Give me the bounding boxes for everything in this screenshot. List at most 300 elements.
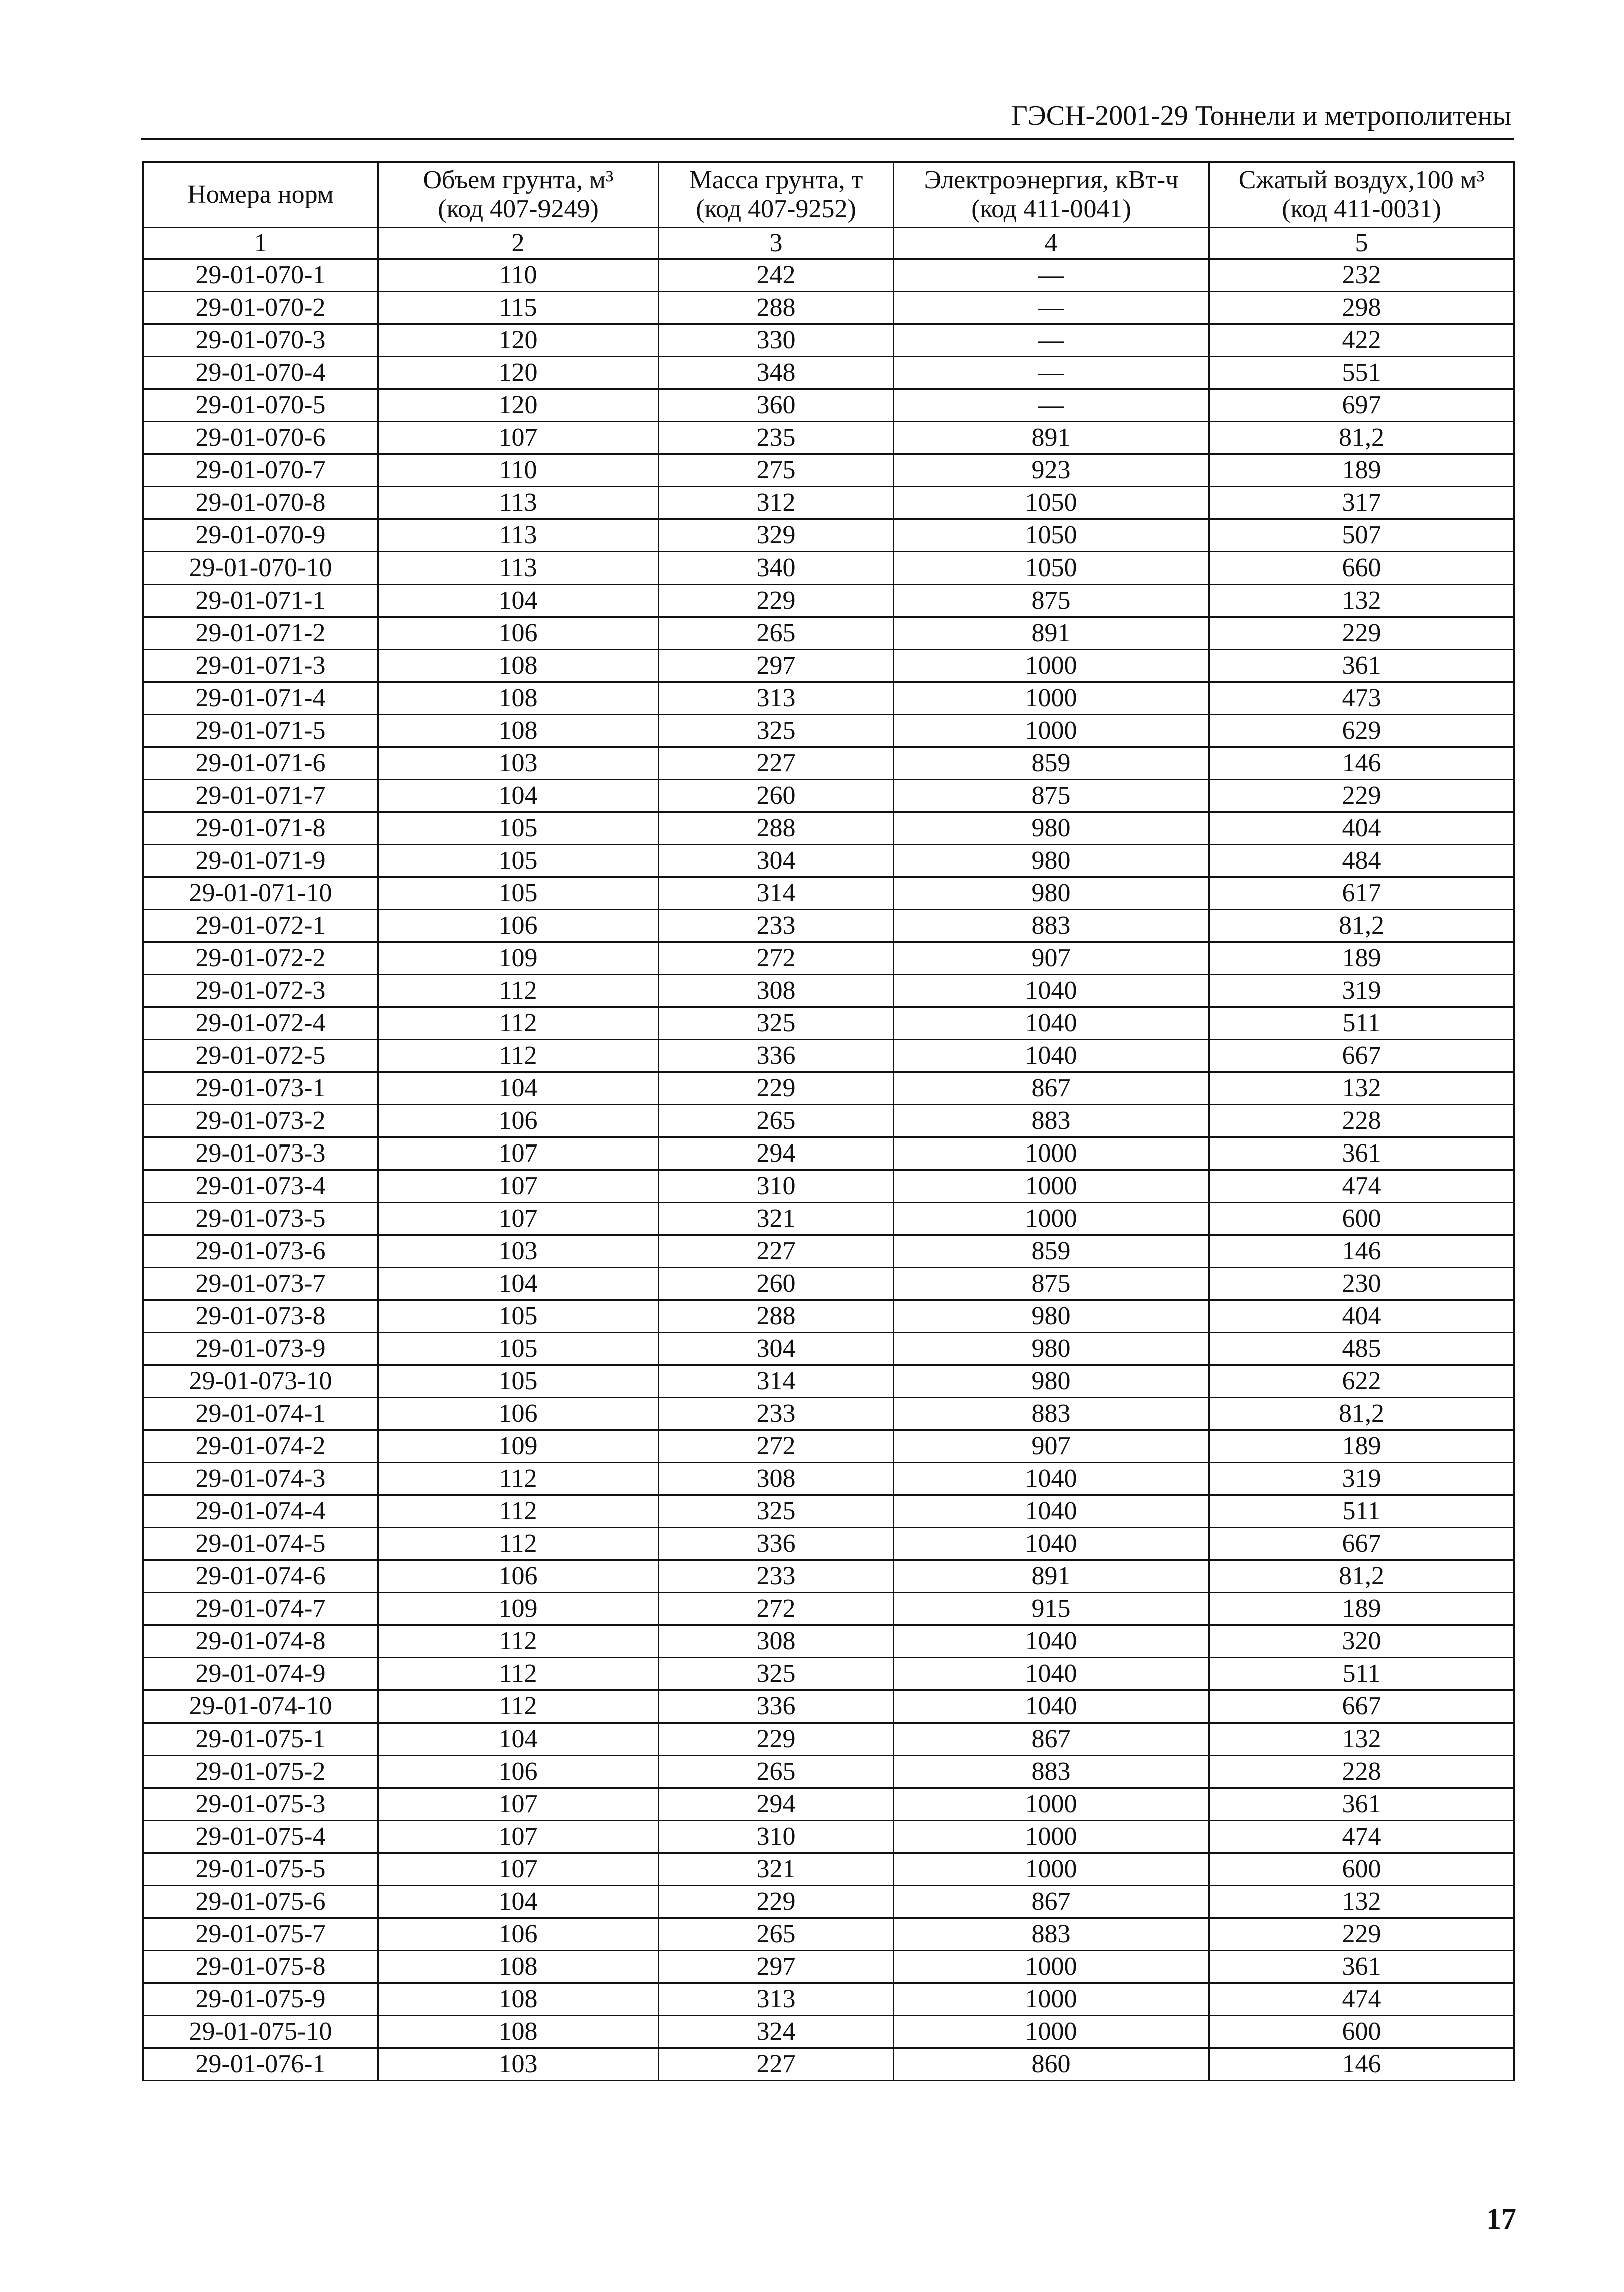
norm-number-cell: 29-01-074-7 — [143, 1593, 378, 1625]
soil-mass-cell: 233 — [659, 1398, 894, 1430]
table-row — [143, 1821, 1514, 1853]
compressed-air-cell: 146 — [1209, 1235, 1514, 1268]
electricity-cell: 859 — [894, 1235, 1209, 1268]
soil-mass-cell: 314 — [659, 877, 894, 910]
compressed-air-cell: 511 — [1209, 1495, 1514, 1528]
soil-volume-cell: 113 — [378, 552, 659, 585]
compressed-air-cell: 404 — [1209, 812, 1514, 845]
soil-volume-cell: 106 — [378, 617, 659, 650]
soil-mass-cell: 340 — [659, 552, 894, 585]
soil-volume-cell: 108 — [378, 1951, 659, 1983]
electricity-cell: 891 — [894, 1560, 1209, 1593]
soil-volume-cell: 106 — [378, 1918, 659, 1951]
column-number: 3 — [659, 228, 894, 259]
soil-mass-cell: 229 — [659, 1886, 894, 1918]
table-row — [143, 1430, 1514, 1463]
soil-volume-cell: 110 — [378, 259, 659, 292]
electricity-cell: 867 — [894, 1723, 1209, 1756]
soil-volume-cell: 109 — [378, 1430, 659, 1463]
soil-mass-cell: 310 — [659, 1170, 894, 1203]
norm-number-cell: 29-01-071-6 — [143, 747, 378, 780]
compressed-air-cell: 132 — [1209, 1072, 1514, 1105]
soil-mass-cell: 312 — [659, 487, 894, 519]
norm-number-cell: 29-01-071-7 — [143, 780, 378, 812]
electricity-cell: 1000 — [894, 1203, 1209, 1235]
soil-volume-cell: 107 — [378, 1137, 659, 1170]
compressed-air-cell: 404 — [1209, 1300, 1514, 1333]
table-row — [143, 1495, 1514, 1528]
soil-volume-cell: 120 — [378, 324, 659, 357]
soil-volume-cell: 107 — [378, 1170, 659, 1203]
table-row — [143, 519, 1514, 552]
soil-mass-cell: 275 — [659, 454, 894, 487]
soil-volume-cell: 112 — [378, 1463, 659, 1495]
soil-mass-cell: 272 — [659, 942, 894, 975]
soil-volume-cell: 112 — [378, 1007, 659, 1040]
soil-mass-cell: 233 — [659, 910, 894, 942]
soil-volume-cell: 107 — [378, 422, 659, 454]
table-row — [143, 389, 1514, 422]
table-row — [143, 747, 1514, 780]
table-row — [143, 1072, 1514, 1105]
compressed-air-cell: 132 — [1209, 585, 1514, 617]
compressed-air-cell: 361 — [1209, 1951, 1514, 1983]
table-row — [143, 975, 1514, 1007]
norm-number-cell: 29-01-075-9 — [143, 1983, 378, 2016]
compressed-air-cell: 600 — [1209, 1853, 1514, 1886]
table-row — [143, 487, 1514, 519]
soil-volume-cell: 112 — [378, 1040, 659, 1072]
soil-volume-cell: 103 — [378, 1235, 659, 1268]
soil-volume-cell: 108 — [378, 715, 659, 747]
electricity-cell: 883 — [894, 1918, 1209, 1951]
soil-mass-cell: 272 — [659, 1593, 894, 1625]
soil-volume-cell: 107 — [378, 1203, 659, 1235]
soil-volume-cell: 104 — [378, 1723, 659, 1756]
compressed-air-cell: 320 — [1209, 1625, 1514, 1658]
soil-mass-cell: 265 — [659, 1756, 894, 1788]
compressed-air-cell: 473 — [1209, 682, 1514, 715]
compressed-air-cell: 81,2 — [1209, 1560, 1514, 1593]
soil-mass-cell: 233 — [659, 1560, 894, 1593]
norm-number-cell: 29-01-073-1 — [143, 1072, 378, 1105]
compressed-air-cell: 629 — [1209, 715, 1514, 747]
soil-volume-cell: 112 — [378, 1495, 659, 1528]
electricity-cell: 1040 — [894, 1463, 1209, 1495]
soil-mass-cell: 325 — [659, 715, 894, 747]
soil-volume-cell: 108 — [378, 1983, 659, 2016]
table-row — [143, 877, 1514, 910]
soil-volume-cell: 105 — [378, 1365, 659, 1398]
compressed-air-cell: 511 — [1209, 1007, 1514, 1040]
table-row — [143, 1463, 1514, 1495]
norm-number-cell: 29-01-070-10 — [143, 552, 378, 585]
norm-number-cell: 29-01-070-6 — [143, 422, 378, 454]
electricity-cell: 980 — [894, 877, 1209, 910]
compressed-air-cell: 230 — [1209, 1268, 1514, 1300]
soil-volume-cell: 104 — [378, 1072, 659, 1105]
compressed-air-cell: 667 — [1209, 1040, 1514, 1072]
soil-mass-cell: 313 — [659, 1983, 894, 2016]
norm-number-cell: 29-01-074-4 — [143, 1495, 378, 1528]
table-row — [143, 1235, 1514, 1268]
norm-number-cell: 29-01-073-10 — [143, 1365, 378, 1398]
soil-mass-cell: 260 — [659, 1268, 894, 1300]
norm-number-cell: 29-01-075-2 — [143, 1756, 378, 1788]
soil-mass-cell: 336 — [659, 1528, 894, 1560]
electricity-cell: 1000 — [894, 1821, 1209, 1853]
norm-number-cell: 29-01-071-1 — [143, 585, 378, 617]
norm-number-cell: 29-01-073-9 — [143, 1333, 378, 1365]
table-row — [143, 1690, 1514, 1723]
soil-mass-cell: 297 — [659, 1951, 894, 1983]
norm-number-cell: 29-01-071-3 — [143, 650, 378, 682]
soil-mass-cell: 288 — [659, 292, 894, 324]
table-row — [143, 357, 1514, 389]
electricity-cell: 1040 — [894, 1528, 1209, 1560]
electricity-cell: 1050 — [894, 487, 1209, 519]
compressed-air-cell: 660 — [1209, 552, 1514, 585]
norm-number-cell: 29-01-073-8 — [143, 1300, 378, 1333]
electricity-cell: 980 — [894, 812, 1209, 845]
norm-number-cell: 29-01-075-10 — [143, 2016, 378, 2048]
table-row — [143, 1658, 1514, 1690]
running-header: ГЭСН-2001-29 Тоннели и метрополитены — [1011, 100, 1511, 131]
norm-number-cell: 29-01-071-9 — [143, 845, 378, 877]
table-row — [143, 552, 1514, 585]
soil-mass-cell: 227 — [659, 2048, 894, 2081]
soil-mass-cell: 304 — [659, 845, 894, 877]
table-row — [143, 585, 1514, 617]
soil-volume-cell: 120 — [378, 389, 659, 422]
compressed-air-cell: 132 — [1209, 1886, 1514, 1918]
soil-mass-cell: 324 — [659, 2016, 894, 2048]
compressed-air-cell: 361 — [1209, 650, 1514, 682]
norm-number-cell: 29-01-072-4 — [143, 1007, 378, 1040]
soil-mass-cell: 242 — [659, 259, 894, 292]
electricity-cell: 1000 — [894, 1951, 1209, 1983]
soil-volume-cell: 109 — [378, 942, 659, 975]
soil-mass-cell: 227 — [659, 747, 894, 780]
soil-volume-cell: 112 — [378, 1690, 659, 1723]
compressed-air-cell: 361 — [1209, 1137, 1514, 1170]
soil-mass-cell: 308 — [659, 975, 894, 1007]
electricity-cell: 883 — [894, 1105, 1209, 1137]
compressed-air-cell: 229 — [1209, 617, 1514, 650]
column-header-compressed-air: Сжатый воздух,100 м³ (код 411-0031) — [1209, 162, 1514, 228]
table-row — [143, 1788, 1514, 1821]
soil-volume-cell: 106 — [378, 1398, 659, 1430]
electricity-cell: 859 — [894, 747, 1209, 780]
electricity-cell: — — [894, 292, 1209, 324]
soil-volume-cell: 108 — [378, 682, 659, 715]
table-row — [143, 650, 1514, 682]
page-number: 17 — [1486, 2202, 1516, 2235]
soil-volume-cell: 104 — [378, 780, 659, 812]
soil-mass-cell: 360 — [659, 389, 894, 422]
compressed-air-cell: 319 — [1209, 1463, 1514, 1495]
norm-number-cell: 29-01-071-5 — [143, 715, 378, 747]
soil-mass-cell: 330 — [659, 324, 894, 357]
norm-number-cell: 29-01-071-4 — [143, 682, 378, 715]
soil-mass-cell: 321 — [659, 1203, 894, 1235]
compressed-air-cell: 232 — [1209, 259, 1514, 292]
norm-number-cell: 29-01-071-2 — [143, 617, 378, 650]
electricity-cell: 1000 — [894, 1853, 1209, 1886]
table-row — [143, 1625, 1514, 1658]
header-divider — [141, 138, 1514, 140]
soil-volume-cell: 107 — [378, 1853, 659, 1886]
soil-volume-cell: 105 — [378, 1300, 659, 1333]
table-row — [143, 1951, 1514, 1983]
table-header-row — [143, 162, 1514, 228]
norm-number-cell: 29-01-072-5 — [143, 1040, 378, 1072]
compressed-air-cell: 474 — [1209, 1821, 1514, 1853]
table-row — [143, 1105, 1514, 1137]
electricity-cell: 915 — [894, 1593, 1209, 1625]
electricity-cell: 1000 — [894, 1788, 1209, 1821]
norm-number-cell: 29-01-074-3 — [143, 1463, 378, 1495]
column-number: 4 — [894, 228, 1209, 259]
norm-number-cell: 29-01-074-5 — [143, 1528, 378, 1560]
soil-volume-cell: 113 — [378, 519, 659, 552]
norm-number-cell: 29-01-075-3 — [143, 1788, 378, 1821]
column-number: 5 — [1209, 228, 1514, 259]
column-number: 1 — [143, 228, 378, 259]
electricity-cell: 867 — [894, 1886, 1209, 1918]
table-row — [143, 1918, 1514, 1951]
electricity-cell: — — [894, 357, 1209, 389]
norm-number-cell: 29-01-074-2 — [143, 1430, 378, 1463]
compressed-air-cell: 132 — [1209, 1723, 1514, 1756]
soil-volume-cell: 106 — [378, 910, 659, 942]
soil-volume-cell: 104 — [378, 1268, 659, 1300]
soil-volume-cell: 105 — [378, 877, 659, 910]
compressed-air-cell: 317 — [1209, 487, 1514, 519]
norm-number-cell: 29-01-073-7 — [143, 1268, 378, 1300]
soil-mass-cell: 310 — [659, 1821, 894, 1853]
column-header-electricity: Электроэнергия, кВт-ч (код 411-0041) — [894, 162, 1209, 228]
norm-number-cell: 29-01-073-4 — [143, 1170, 378, 1203]
electricity-cell: 1050 — [894, 519, 1209, 552]
compressed-air-cell: 189 — [1209, 454, 1514, 487]
compressed-air-cell: 617 — [1209, 877, 1514, 910]
compressed-air-cell: 474 — [1209, 1983, 1514, 2016]
soil-volume-cell: 105 — [378, 1333, 659, 1365]
compressed-air-cell: 229 — [1209, 1918, 1514, 1951]
table-row — [143, 942, 1514, 975]
soil-volume-cell: 115 — [378, 292, 659, 324]
table-row — [143, 454, 1514, 487]
soil-mass-cell: 321 — [659, 1853, 894, 1886]
electricity-cell: 980 — [894, 1365, 1209, 1398]
norm-number-cell: 29-01-074-1 — [143, 1398, 378, 1430]
table-row — [143, 1528, 1514, 1560]
compressed-air-cell: 551 — [1209, 357, 1514, 389]
soil-mass-cell: 288 — [659, 812, 894, 845]
electricity-cell: 980 — [894, 1333, 1209, 1365]
compressed-air-cell: 298 — [1209, 292, 1514, 324]
norms-table — [142, 161, 1515, 2081]
soil-volume-cell: 106 — [378, 1756, 659, 1788]
soil-mass-cell: 229 — [659, 1072, 894, 1105]
column-header-norm-numbers: Номера норм — [143, 162, 378, 228]
table-row — [143, 845, 1514, 877]
table-row — [143, 1886, 1514, 1918]
soil-volume-cell: 108 — [378, 650, 659, 682]
table-row — [143, 715, 1514, 747]
soil-volume-cell: 107 — [378, 1788, 659, 1821]
compressed-air-cell: 667 — [1209, 1528, 1514, 1560]
compressed-air-cell: 511 — [1209, 1658, 1514, 1690]
electricity-cell: 1040 — [894, 1690, 1209, 1723]
table-row — [143, 617, 1514, 650]
table-row — [143, 910, 1514, 942]
soil-mass-cell: 294 — [659, 1788, 894, 1821]
table-row — [143, 1853, 1514, 1886]
electricity-cell: 980 — [894, 845, 1209, 877]
table-row — [143, 292, 1514, 324]
norm-number-cell: 29-01-070-4 — [143, 357, 378, 389]
soil-mass-cell: 235 — [659, 422, 894, 454]
norm-number-cell: 29-01-072-3 — [143, 975, 378, 1007]
soil-volume-cell: 103 — [378, 2048, 659, 2081]
soil-mass-cell: 229 — [659, 1723, 894, 1756]
compressed-air-cell: 485 — [1209, 1333, 1514, 1365]
norm-number-cell: 29-01-074-8 — [143, 1625, 378, 1658]
electricity-cell: 907 — [894, 942, 1209, 975]
soil-mass-cell: 325 — [659, 1658, 894, 1690]
soil-volume-cell: 103 — [378, 747, 659, 780]
electricity-cell: 1000 — [894, 715, 1209, 747]
soil-volume-cell: 104 — [378, 585, 659, 617]
norm-number-cell: 29-01-075-4 — [143, 1821, 378, 1853]
soil-mass-cell: 313 — [659, 682, 894, 715]
electricity-cell: 1000 — [894, 1983, 1209, 2016]
soil-mass-cell: 297 — [659, 650, 894, 682]
electricity-cell: 980 — [894, 1300, 1209, 1333]
compressed-air-cell: 361 — [1209, 1788, 1514, 1821]
soil-mass-cell: 329 — [659, 519, 894, 552]
electricity-cell: 1040 — [894, 975, 1209, 1007]
compressed-air-cell: 600 — [1209, 1203, 1514, 1235]
soil-mass-cell: 265 — [659, 1105, 894, 1137]
electricity-cell: — — [894, 259, 1209, 292]
compressed-air-cell: 484 — [1209, 845, 1514, 877]
soil-mass-cell: 260 — [659, 780, 894, 812]
electricity-cell: 883 — [894, 910, 1209, 942]
soil-mass-cell: 265 — [659, 617, 894, 650]
norm-number-cell: 29-01-070-3 — [143, 324, 378, 357]
compressed-air-cell: 81,2 — [1209, 1398, 1514, 1430]
table-row — [143, 259, 1514, 292]
table-row — [143, 2048, 1514, 2081]
norm-number-cell: 29-01-075-1 — [143, 1723, 378, 1756]
electricity-cell: — — [894, 389, 1209, 422]
norm-number-cell: 29-01-074-6 — [143, 1560, 378, 1593]
table-row — [143, 1560, 1514, 1593]
table-row — [143, 2016, 1514, 2048]
norm-number-cell: 29-01-075-8 — [143, 1951, 378, 1983]
electricity-cell: 875 — [894, 585, 1209, 617]
soil-mass-cell: 272 — [659, 1430, 894, 1463]
norm-number-cell: 29-01-073-2 — [143, 1105, 378, 1137]
soil-volume-cell: 112 — [378, 975, 659, 1007]
soil-mass-cell: 294 — [659, 1137, 894, 1170]
norm-number-cell: 29-01-073-3 — [143, 1137, 378, 1170]
norm-number-cell: 29-01-071-8 — [143, 812, 378, 845]
electricity-cell: 1000 — [894, 1137, 1209, 1170]
soil-mass-cell: 348 — [659, 357, 894, 389]
norm-number-cell: 29-01-070-1 — [143, 259, 378, 292]
compressed-air-cell: 228 — [1209, 1756, 1514, 1788]
electricity-cell: — — [894, 324, 1209, 357]
norm-number-cell: 29-01-072-2 — [143, 942, 378, 975]
soil-volume-cell: 107 — [378, 1821, 659, 1853]
table-row — [143, 1593, 1514, 1625]
soil-mass-cell: 265 — [659, 1918, 894, 1951]
table-row — [143, 780, 1514, 812]
soil-volume-cell: 106 — [378, 1560, 659, 1593]
norm-number-cell: 29-01-073-6 — [143, 1235, 378, 1268]
column-header-soil-mass: Масса грунта, т (код 407-9252) — [659, 162, 894, 228]
electricity-cell: 883 — [894, 1756, 1209, 1788]
table-row — [143, 1398, 1514, 1430]
table-row — [143, 1365, 1514, 1398]
soil-volume-cell: 113 — [378, 487, 659, 519]
soil-volume-cell: 110 — [378, 454, 659, 487]
electricity-cell: 883 — [894, 1398, 1209, 1430]
compressed-air-cell: 81,2 — [1209, 422, 1514, 454]
norm-number-cell: 29-01-072-1 — [143, 910, 378, 942]
electricity-cell: 1040 — [894, 1040, 1209, 1072]
electricity-cell: 1000 — [894, 682, 1209, 715]
soil-volume-cell: 105 — [378, 812, 659, 845]
soil-mass-cell: 336 — [659, 1690, 894, 1723]
soil-mass-cell: 308 — [659, 1625, 894, 1658]
electricity-cell: 1040 — [894, 1658, 1209, 1690]
electricity-cell: 1000 — [894, 1170, 1209, 1203]
norm-number-cell: 29-01-070-2 — [143, 292, 378, 324]
table-row — [143, 1268, 1514, 1300]
electricity-cell: 1040 — [894, 1495, 1209, 1528]
compressed-air-cell: 189 — [1209, 1593, 1514, 1625]
soil-mass-cell: 325 — [659, 1007, 894, 1040]
compressed-air-cell: 319 — [1209, 975, 1514, 1007]
compressed-air-cell: 146 — [1209, 2048, 1514, 2081]
norm-number-cell: 29-01-073-5 — [143, 1203, 378, 1235]
table-row — [143, 812, 1514, 845]
electricity-cell: 891 — [894, 617, 1209, 650]
norm-number-cell: 29-01-070-9 — [143, 519, 378, 552]
electricity-cell: 1000 — [894, 2016, 1209, 2048]
norm-number-cell: 29-01-074-9 — [143, 1658, 378, 1690]
norm-number-cell: 29-01-070-8 — [143, 487, 378, 519]
column-header-soil-volume: Объем грунта, м³ (код 407-9249) — [378, 162, 659, 228]
table-row — [143, 1756, 1514, 1788]
soil-volume-cell: 104 — [378, 1886, 659, 1918]
column-number: 2 — [378, 228, 659, 259]
electricity-cell: 875 — [894, 780, 1209, 812]
table-row — [143, 1137, 1514, 1170]
compressed-air-cell: 474 — [1209, 1170, 1514, 1203]
table-row — [143, 324, 1514, 357]
norm-number-cell: 29-01-075-7 — [143, 1918, 378, 1951]
electricity-cell: 923 — [894, 454, 1209, 487]
electricity-cell: 1040 — [894, 1625, 1209, 1658]
compressed-air-cell: 189 — [1209, 1430, 1514, 1463]
electricity-cell: 907 — [894, 1430, 1209, 1463]
